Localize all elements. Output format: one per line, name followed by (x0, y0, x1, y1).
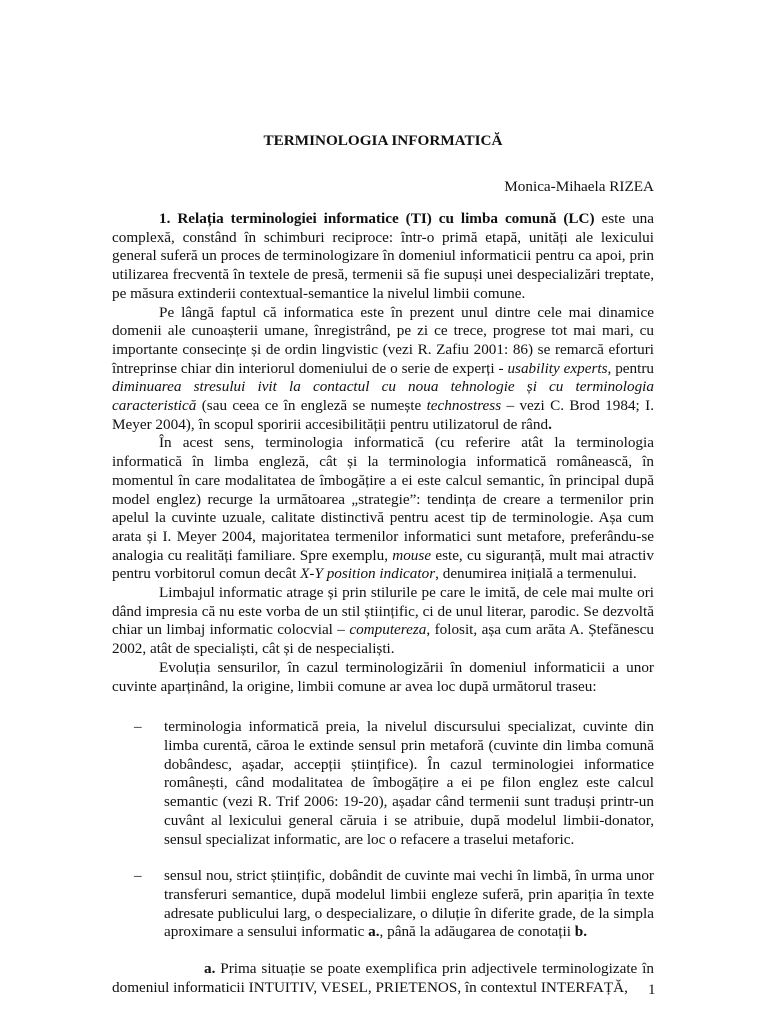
author-name: Monica-Mihaela RIZEA (504, 178, 654, 195)
section-heading: 1. Relația terminologiei informatice (TI) cu limba comună (LC) (159, 210, 595, 227)
paragraph-section1: 1. Relația terminologiei informatice (TI) cu limba comună (LC) este una complexă, constând în schimburi reciproce: într-o primă etapă, unități ale lexicului general suferă un proces de terminologizare în domeniul informaticii pentru ca apoi, prin utilizarea frecventă în textele de presă, termenii să fie supuși unei despecializări treptate, pe măsura extinderii contextual-semantice la nivelul limbii comune. (112, 210, 654, 302)
paragraph-sub-a: a. Prima situație se poate exemplifica prin adjectivele terminologizate în domeniul informaticii INTUITIV, VESEL, PRIETENOS, în contextul INTERFAȚĂ, (112, 960, 654, 996)
document-title: TERMINOLOGIA INFORMATICĂ (263, 132, 503, 149)
paragraph-3: În acest sens, terminologia informatică (cu referire atât la terminologia informatică în limba engleză, cât și la terminologia informatică românească, în momentul în care modalitatea de îmbogățire a ei este calcul semantic, în principal după model englez) recurge la următoarea „strategie”: tendința de creare a termenilor prin apelul la cuvinte uzuale, calitate distinctivă pentru acest tip de terminologie. Așa cum arata și I. Meyer 2004, majoritatea termenilor informatici sunt metafore, preferându-se analogia cu realități familiare. Spre exemplu, mouse este, cu siguranță, mult mai atractiv pentru vorbitorul comun decât X-Y position indicator, denumirea inițială a termenului. (112, 434, 654, 583)
list-item: – sensul nou, strict științific, dobândit de cuvinte mai vechi în limbă, în urma unor transferuri semantice, după modelul limbii engleze suferă, prin apariția în texte adresate publicului larg, o despecializare, o diluție în diferite grade, de la simpla aproximare a sensului informatic a., până la adăugarea de conotații b. (134, 867, 654, 941)
paragraph-4: Limbajul informatic atrage și prin stilurile pe care le imită, de cele mai multe ori dând impresia că nu este vorba de un stil științific, ci de unul literar, parodic. Se dezvoltă chiar un limbaj informatic colocvial – computereza, folosit, așa cum arăta A. Ștefănescu 2002, atât de specialiști, cât și de nespecialiști. (112, 584, 654, 658)
evolution-list (112, 718, 654, 942)
page-number: 1 (648, 982, 656, 998)
list-item: – terminologia informatică preia, la nivelul discursului specializat, cuvinte din limba curentă, căroa le extinde sensul prin metaforă (cuvinte din limba comună dobândesc, așadar, accepții științifice). În cazul terminologiei informatice românești, când modalitatea de îmbogățire a ei pe filon englez este calcul semantic (vezi R. Trif 2006: 19-20), așadar când termenii sunt traduși printr-un cuvânt al lexicului general căruia i se atribuie, după modelul limbii-donator, sensul specializat informatic, are loc o refacere a traselui metaforic. (134, 718, 654, 848)
paragraph-2: Pe lângă faptul că informatica este în prezent unul dintre cele mai dinamice domenii ale cunoașterii umane, înregistrând, pe zi ce trece, progrese tot mai mari, cu importante consecințe și de ordin lingvistic (vezi R. Zafiu 2001: 86) se remarcă eforturi întreprinse chiar din interiorul domeniului de o serie de experți - usability experts, pentru diminuarea stresului ivit la contactul cu noua tehnologie și cu terminologia caracteristică (sau ceea ce în engleză se numește technostress – vezi C. Brod 1984; I. Meyer 2004), în scopul sporirii accesibilității pentru utilizatorul de rând. (112, 303, 655, 433)
document-body (112, 210, 654, 997)
paragraph-5: Evoluția sensurilor, în cazul terminologizării în domeniul informaticii a unor cuvinte aparținând, la origine, limbii comune ar avea loc după următorul traseu: (112, 658, 654, 695)
